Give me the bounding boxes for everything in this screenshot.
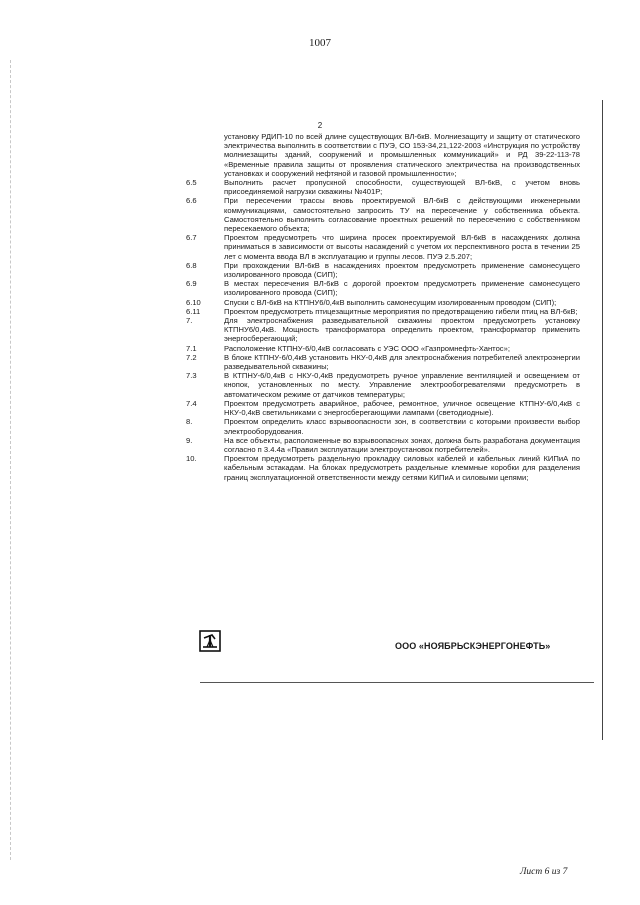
document-number: 1007: [309, 37, 331, 49]
item-number: 6.5: [186, 178, 197, 188]
sheet-indicator: Лист 6 из 7: [520, 867, 568, 877]
item-number: 7.2: [186, 352, 197, 362]
item-number: 6.11: [186, 306, 201, 316]
item-text: Проектом предусмотреть что ширина просек проектируемой ВЛ-6кВ в насаждениях должна приниматься в зависимости от высоты насаждений с учетом их перспективного роста в течении 25 лет с момента ввода ВЛ в эксплуатацию и группы лесов. ПУЭ 2.5.207;: [224, 233, 580, 261]
list-item: [186, 344, 580, 353]
list-item: [186, 132, 580, 178]
list-item: [186, 353, 580, 371]
item-number: 6.9: [186, 279, 197, 289]
item-text: На все объекты, расположенные во взрывоопасных зонах, должна быть разработана документация согласно п 3.4.4а «Правил эксплуатации электроустановок потребителей».: [224, 435, 580, 454]
item-text: Проектом предусмотреть аварийное, рабочее, ремонтное, уличное освещение КТПНУ-6/0,4кВ с НКУ-0,4кВ светильниками с энергосберегающими лампами (светодиодные).: [224, 398, 580, 418]
left-margin-rule: [10, 60, 11, 860]
item-number: 7.1: [186, 343, 197, 353]
right-margin-rule: [602, 100, 603, 740]
list-item: [186, 298, 580, 307]
item-text: Выполнить расчет пропускной способности, существующей ВЛ-6кВ, с учетом вновь присоединяемой нагрузки скважины №401Р;: [224, 178, 580, 197]
item-number: 9.: [186, 435, 193, 445]
item-text: В блоке КТПНУ-6/0,4кВ установить НКУ-0,4кВ для электроснабжения потребителей электроэнергии разведывательной скважины;: [224, 352, 580, 372]
item-text: Спуски с ВЛ-6кВ на КТПНУ6/0,4кВ выполнить самонесущим изолированным проводом (СИП);: [224, 297, 557, 307]
list-item: [186, 178, 580, 196]
item-number: 7.4: [186, 398, 197, 408]
item-text: Проектом предусмотреть птицезащитные мероприятия по предотвращению гибели птиц на ВЛ-6кВ;: [224, 306, 578, 316]
item-text: В местах пересечения ВЛ-6кВ с дорогой проектом предусмотреть применение самонесущего изолированного провода (СИП);: [224, 279, 580, 298]
item-text: Проектом предусмотреть раздельную прокладку силовых кабелей и кабельных линий КИПиА по кабельным эстакадам. На блоках предусмотреть раздельные клеммные коробки для разделения границ эксплуатационной ответственности между сетями КИПиА и силовыми цепями;: [224, 454, 580, 482]
item-number: 10.: [186, 454, 197, 464]
item-text: установку РДИП-10 по всей длине существующих ВЛ-6кВ. Молниезащиту и защиту от статического электричества выполнить в соответствии с ПУЭ, СО 153-34,21,122-2003 «Инструкция по устройству молниезащиты зданий, сооружений и промышленных коммуникаций» и РД 39-22-113-78 «Временные правила защиты от проявления статического электричества на производственных установках и сооружений нефтяной и газовой промышленности»;: [224, 132, 580, 178]
list-item: [186, 233, 580, 261]
item-text: Расположение КТПНУ-6/0,4кВ согласовать с УЭС ООО «Газпромнефть-Хантос»;: [224, 343, 510, 353]
item-number: 7.3: [186, 371, 197, 381]
item-number: 6.8: [186, 260, 197, 270]
page-number: 2: [317, 121, 323, 130]
company-name: ООО «НОЯБРЬСКЭНЕРГОНЕФТЬ»: [395, 641, 551, 651]
item-number: 6.7: [186, 233, 197, 243]
item-text: В КТПНУ-6/0,4кВ с НКУ-0,4кВ предусмотреть ручное управление вентиляцией и освещением от кнопок, установленных по месту. Управление электрообогревателями предусмотреть в автоматическом режиме от датчиков температуры;: [224, 371, 580, 399]
list-item: [186, 371, 580, 399]
list-item: [186, 316, 580, 344]
item-text: При пересечении трассы вновь проектируемой ВЛ-6кВ с действующими инженерными коммуникациями, самостоятельно запросить ТУ на пересечение у собственника объекта. Самостоятельно выполнить согласование проектных решений по пересечению с собственником пересекаемого объекта;: [224, 196, 580, 234]
list-item: [186, 261, 580, 279]
list-item: [186, 279, 580, 297]
list-item: [186, 399, 580, 417]
requirements-list: [186, 132, 580, 482]
item-text: Проектом определить класс взрывоопасности зон, в соответствии с которыми произвести выбор электрооборудования.: [224, 417, 580, 436]
oil-derrick-logo-icon: [199, 630, 221, 652]
list-item: [186, 196, 580, 233]
list-item: [186, 454, 580, 482]
item-number: 7.: [186, 316, 193, 326]
list-item: [186, 417, 580, 435]
item-number: 8.: [186, 417, 193, 427]
item-text: Для электроснабжения разведывательной скважины проектом предусмотреть установку КТПНУ6/0,4кВ. Мощность трансформатора определить проектом, трансформатор применить энергосберегающий;: [224, 316, 580, 344]
item-text: При прохождении ВЛ-6кВ в насаждениях проектом предусмотреть применение самонесущего изолированного провода (СИП);: [224, 260, 580, 280]
item-number: 6.6: [186, 196, 197, 206]
item-number: 6.10: [186, 297, 201, 307]
list-item: [186, 307, 580, 316]
footer-rule: [200, 682, 594, 683]
list-item: [186, 436, 580, 454]
